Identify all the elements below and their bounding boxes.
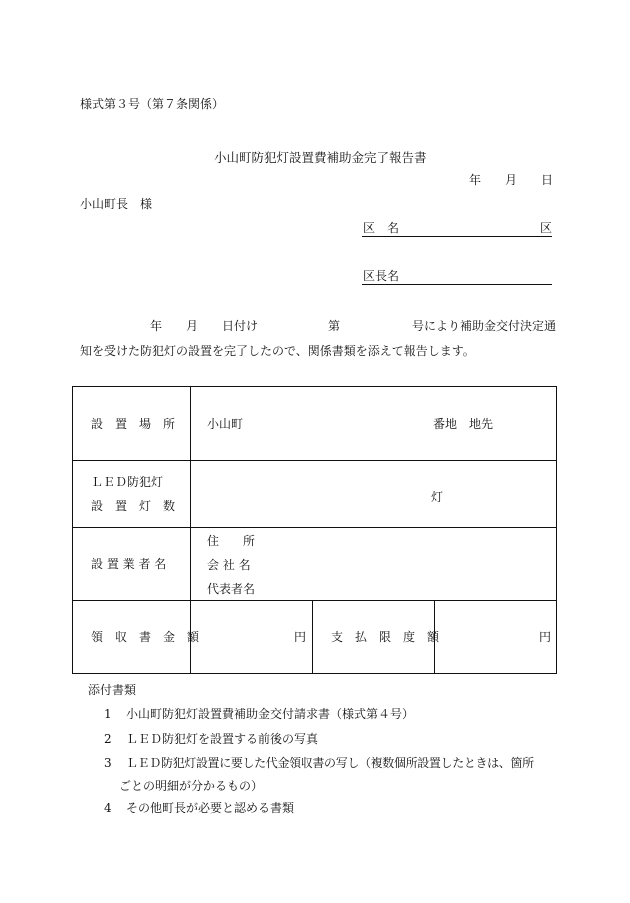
- location-label: 設 置 場 所: [91, 417, 176, 431]
- led-count-label-2: 設 置 灯 数: [91, 499, 176, 513]
- installer-label: 設 置 業 者 名: [91, 557, 167, 571]
- attachment-text: ＬＥＤ防犯灯設置に要した代金領収書の写し（複数個所設置したときは、箇所: [126, 756, 534, 770]
- attachment-text: その他町長が必要と認める書類: [126, 801, 295, 815]
- installer-company-label: 会 社 名: [207, 558, 251, 572]
- document-title: 小山町防犯灯設置費補助金完了報告書: [214, 150, 427, 165]
- date-year: 年: [469, 173, 482, 187]
- body-line1-rest: 号により補助金交付決定通: [412, 319, 557, 333]
- district-suffix: 区: [540, 221, 553, 235]
- district-label: 区 名: [363, 221, 400, 235]
- body-year: 年: [150, 319, 163, 333]
- table-col-divider: [312, 600, 313, 673]
- body-day-suffix: 日付け: [222, 319, 259, 333]
- payment-limit-label: 支 払 限 度 額: [331, 630, 440, 644]
- attachments-heading: 添付書類: [88, 683, 137, 697]
- led-count-unit: 灯: [431, 490, 444, 504]
- attachment-text: ＬＥＤ防犯灯を設置する前後の写真: [126, 732, 319, 746]
- attachment-num: 4: [104, 801, 112, 815]
- led-count-label-1: ＬＥＤ防犯灯: [91, 475, 164, 489]
- receipt-amount-label: 領 収 書 金 額: [91, 630, 200, 644]
- report-table: [72, 386, 557, 674]
- attachment-text: 小山町防犯灯設置費補助金交付請求書（様式第４号）: [126, 707, 415, 721]
- limit-yen: 円: [539, 630, 552, 644]
- body-number-prefix: 第: [328, 319, 341, 333]
- installer-address-label: 住 所: [207, 534, 256, 548]
- attachment-num: 3: [104, 756, 112, 770]
- installer-rep-label: 代表者名: [207, 582, 256, 596]
- body-month: 月: [186, 319, 199, 333]
- attachment-num: 2: [104, 732, 112, 746]
- location-suffix: 番地 地先: [433, 417, 494, 431]
- table-row-divider: [73, 600, 556, 601]
- date-month: 月: [505, 173, 518, 187]
- table-row-divider: [73, 460, 556, 461]
- date-day: 日: [541, 173, 554, 187]
- addressee-text: 小山町長 様: [80, 197, 153, 211]
- leader-label: 区長名: [363, 269, 400, 283]
- location-town: 小山町: [207, 417, 244, 431]
- attachment-continuation: ごとの明細が分かるもの）: [119, 779, 264, 793]
- body-line-2: 知を受けた防犯灯の設置を完了したので、関係書類を添えて報告します。: [80, 344, 475, 358]
- attachment-num: 1: [104, 707, 112, 721]
- form-number: 様式第３号（第７条関係）: [80, 97, 225, 111]
- receipt-yen: 円: [294, 630, 307, 644]
- table-row-divider: [73, 527, 556, 528]
